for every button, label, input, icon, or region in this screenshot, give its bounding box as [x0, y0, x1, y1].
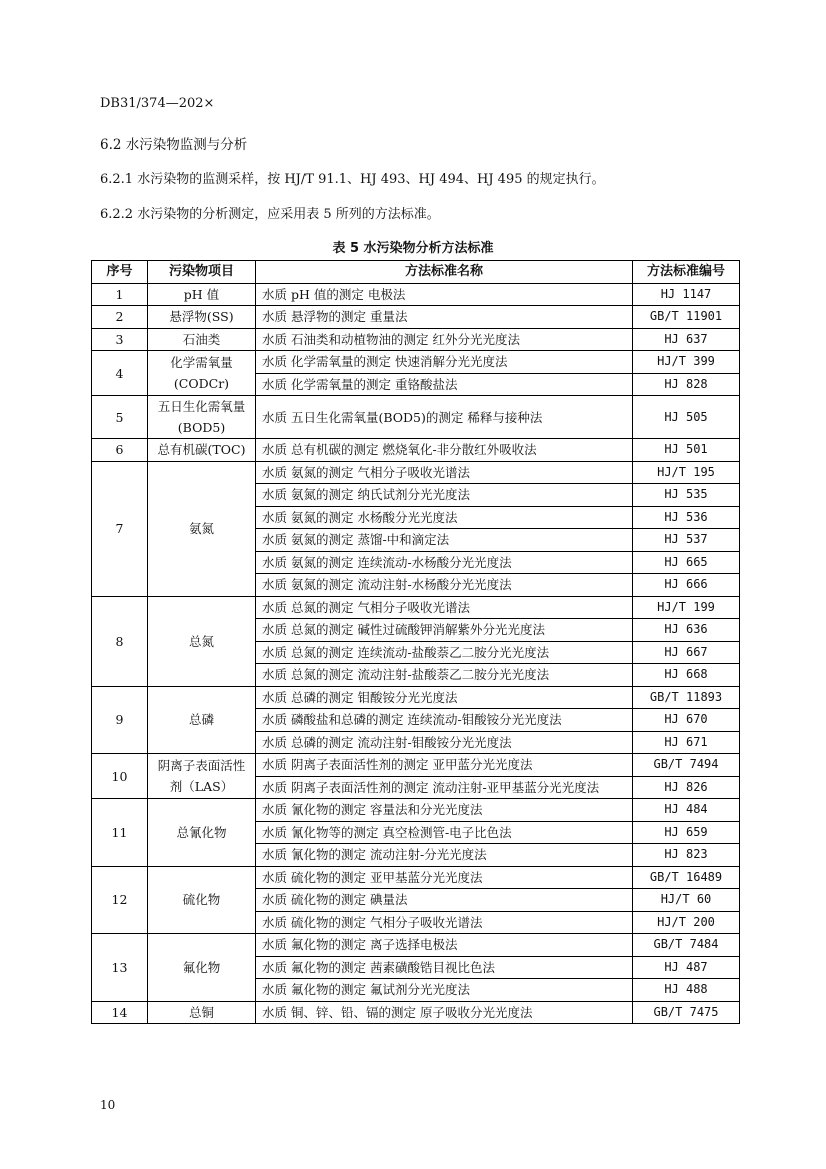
row-method: 水质 氨氮的测定 气相分子吸收光谱法	[256, 461, 633, 484]
paragraph-sampling: 6.2.1 水污染物的监测采样，按 HJ/T 91.1、HJ 493、HJ 494、HJ 495 的规定执行。	[100, 172, 605, 187]
row-no: 8	[92, 596, 148, 686]
row-method: 水质 阴离子表面活性剂的测定 流动注射-亚甲基蓝分光光度法	[256, 776, 633, 799]
row-method: 水质 五日生化需氧量(BOD5)的测定 稀释与接种法	[256, 396, 633, 439]
row-code: HJ 828	[633, 373, 740, 396]
row-item: 阴离子表面活性剂（LAS）	[148, 754, 256, 799]
row-code: HJ/T 199	[633, 596, 740, 619]
row-code: HJ 823	[633, 844, 740, 867]
row-code: GB/T 7475	[633, 1001, 740, 1024]
row-code: GB/T 11893	[633, 686, 740, 709]
row-code: HJ 668	[633, 664, 740, 687]
row-no: 10	[92, 754, 148, 799]
row-method: 水质 氨氮的测定 连续流动-水杨酸分光光度法	[256, 551, 633, 574]
header-no: 序号	[92, 261, 148, 284]
row-code: HJ 637	[633, 328, 740, 351]
row-item: 悬浮物(SS)	[148, 306, 256, 329]
row-no: 5	[92, 396, 148, 439]
row-method: 水质 硫化物的测定 碘量法	[256, 889, 633, 912]
row-code: HJ 501	[633, 439, 740, 462]
document-code: DB31/374—202×	[100, 96, 215, 111]
table-row	[92, 934, 740, 957]
row-method: 水质 氟化物的测定 氟试剂分光光度法	[256, 979, 633, 1002]
row-no: 4	[92, 351, 148, 396]
row-no: 7	[92, 461, 148, 596]
row-method: 水质 氰化物的测定 流动注射-分光光度法	[256, 844, 633, 867]
table-row	[92, 596, 740, 619]
row-code: GB/T 7494	[633, 754, 740, 777]
table-row	[92, 754, 740, 777]
row-method: 水质 化学需氧量的测定 重铬酸盐法	[256, 373, 633, 396]
row-method: 水质 硫化物的测定 亚甲基蓝分光光度法	[256, 866, 633, 889]
row-code: HJ 670	[633, 709, 740, 732]
row-method: 水质 化学需氧量的测定 快速消解分光光度法	[256, 351, 633, 374]
row-code: HJ 671	[633, 731, 740, 754]
row-no: 12	[92, 866, 148, 934]
row-method: 水质 硫化物的测定 气相分子吸收光谱法	[256, 911, 633, 934]
row-method: 水质 磷酸盐和总磷的测定 连续流动-钼酸铵分光光度法	[256, 709, 633, 732]
row-code: HJ 537	[633, 529, 740, 552]
row-no: 11	[92, 799, 148, 867]
row-code: HJ 1147	[633, 283, 740, 306]
table-row	[92, 351, 740, 374]
row-method: 水质 总氮的测定 气相分子吸收光谱法	[256, 596, 633, 619]
row-item: 总铜	[148, 1001, 256, 1024]
row-method: 水质 总磷的测定 流动注射-钼酸铵分光光度法	[256, 731, 633, 754]
paragraph-analysis: 6.2.2 水污染物的分析测定，应采用表 5 所列的方法标准。	[100, 207, 440, 222]
table-title: 表 5 水污染物分析方法标准	[332, 241, 494, 256]
row-item: 氨氮	[148, 461, 256, 596]
row-method: 水质 氟化物的测定 离子选择电极法	[256, 934, 633, 957]
row-no: 14	[92, 1001, 148, 1024]
table-row	[92, 1001, 740, 1024]
row-item: 五日生化需氧量(BOD5)	[148, 396, 256, 439]
row-code: HJ 666	[633, 574, 740, 597]
row-code: HJ/T 399	[633, 351, 740, 374]
table-row	[92, 686, 740, 709]
row-code: HJ 487	[633, 956, 740, 979]
row-code: HJ 636	[633, 619, 740, 642]
row-item: 总氮	[148, 596, 256, 686]
row-item: 硫化物	[148, 866, 256, 934]
row-method: 水质 氨氮的测定 水杨酸分光光度法	[256, 506, 633, 529]
row-method: 水质 氨氮的测定 蒸馏-中和滴定法	[256, 529, 633, 552]
row-code: HJ/T 60	[633, 889, 740, 912]
method-standards-table	[91, 260, 740, 1024]
row-no: 3	[92, 328, 148, 351]
row-code: GB/T 11901	[633, 306, 740, 329]
row-method: 水质 总磷的测定 钼酸铵分光光度法	[256, 686, 633, 709]
row-method: 水质 悬浮物的测定 重量法	[256, 306, 633, 329]
table-row	[92, 396, 740, 439]
row-item: 总氰化物	[148, 799, 256, 867]
table-row	[92, 328, 740, 351]
table-row	[92, 306, 740, 329]
table-header-row	[92, 261, 740, 284]
table-row	[92, 799, 740, 822]
row-code: GB/T 7484	[633, 934, 740, 957]
row-item: pH 值	[148, 283, 256, 306]
row-code: HJ 488	[633, 979, 740, 1002]
header-code: 方法标准编号	[633, 261, 740, 284]
row-code: HJ/T 195	[633, 461, 740, 484]
row-no: 2	[92, 306, 148, 329]
row-code: HJ 659	[633, 821, 740, 844]
row-method: 水质 总氮的测定 流动注射-盐酸萘乙二胺分光光度法	[256, 664, 633, 687]
row-method: 水质 氟化物的测定 茜素磺酸锆目视比色法	[256, 956, 633, 979]
row-no: 9	[92, 686, 148, 754]
row-code: HJ 505	[633, 396, 740, 439]
row-method: 水质 总有机碳的测定 燃烧氧化-非分散红外吸收法	[256, 439, 633, 462]
row-code: HJ 667	[633, 641, 740, 664]
row-code: HJ 535	[633, 484, 740, 507]
header-item: 污染物项目	[148, 261, 256, 284]
row-item: 石油类	[148, 328, 256, 351]
row-code: HJ/T 200	[633, 911, 740, 934]
row-method: 水质 pH 值的测定 电极法	[256, 283, 633, 306]
table-row	[92, 866, 740, 889]
row-code: GB/T 16489	[633, 866, 740, 889]
row-item: 氟化物	[148, 934, 256, 1002]
section-heading: 6.2 水污染物监测与分析	[100, 137, 248, 153]
page-number: 10	[100, 1098, 116, 1112]
row-item: 化学需氧量(CODCr)	[148, 351, 256, 396]
row-method: 水质 氨氮的测定 流动注射-水杨酸分光光度法	[256, 574, 633, 597]
row-method: 水质 氨氮的测定 纳氏试剂分光光度法	[256, 484, 633, 507]
row-method: 水质 氰化物等的测定 真空检测管-电子比色法	[256, 821, 633, 844]
table-row	[92, 439, 740, 462]
row-method: 水质 石油类和动植物油的测定 红外分光光度法	[256, 328, 633, 351]
table-row	[92, 283, 740, 306]
table-row	[92, 461, 740, 484]
row-method: 水质 阴离子表面活性剂的测定 亚甲蓝分光光度法	[256, 754, 633, 777]
row-code: HJ 536	[633, 506, 740, 529]
row-item: 总磷	[148, 686, 256, 754]
row-code: HJ 665	[633, 551, 740, 574]
row-no: 13	[92, 934, 148, 1002]
row-method: 水质 氰化物的测定 容量法和分光光度法	[256, 799, 633, 822]
row-method: 水质 总氮的测定 碱性过硫酸钾消解紫外分光光度法	[256, 619, 633, 642]
row-code: HJ 484	[633, 799, 740, 822]
header-method: 方法标准名称	[256, 261, 633, 284]
row-no: 6	[92, 439, 148, 462]
row-item: 总有机碳(TOC)	[148, 439, 256, 462]
row-code: HJ 826	[633, 776, 740, 799]
row-no: 1	[92, 283, 148, 306]
row-method: 水质 铜、锌、铅、镉的测定 原子吸收分光光度法	[256, 1001, 633, 1024]
row-method: 水质 总氮的测定 连续流动-盐酸萘乙二胺分光光度法	[256, 641, 633, 664]
